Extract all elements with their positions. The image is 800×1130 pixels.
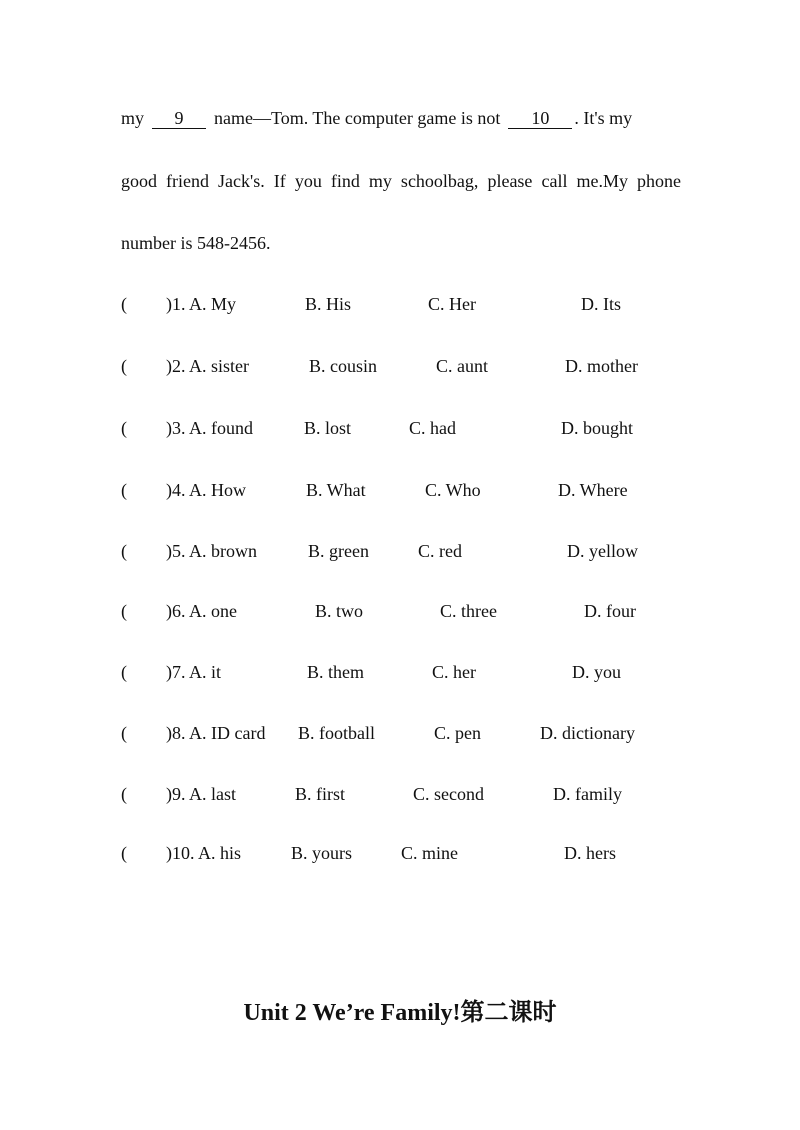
passage-line-2: good friend Jack's. If you find my schoolbag, please call me.My phone: [121, 171, 681, 191]
option-b: B. them: [307, 662, 364, 682]
answer-blank-10: 10: [508, 109, 572, 129]
option-c: C. pen: [434, 723, 481, 743]
option-b: B. first: [295, 784, 346, 804]
question-number-option-a: )5. A. brown: [166, 541, 257, 561]
option-b: B. What: [306, 480, 366, 500]
option-d: D. Its: [581, 294, 621, 314]
option-d: D. you: [572, 662, 621, 682]
option-c: C. second: [413, 784, 484, 804]
passage-text: name—Tom. The computer game is not: [214, 108, 501, 128]
answer-paren: (: [121, 480, 127, 500]
option-d: D. hers: [564, 843, 616, 863]
answer-paren: (: [121, 784, 127, 804]
option-d: D. family: [553, 784, 622, 804]
question-row: [121, 355, 681, 379]
option-c: C. red: [418, 541, 462, 561]
option-d: D. dictionary: [540, 723, 635, 743]
answer-paren: (: [121, 723, 127, 743]
question-number-option-a: )7. A. it: [166, 662, 222, 682]
option-d: D. bought: [561, 418, 633, 438]
option-b: B. yours: [291, 843, 353, 863]
question-row: [121, 600, 681, 624]
option-b: B. lost: [304, 418, 352, 438]
option-c: C. had: [409, 418, 456, 438]
question-row: [121, 661, 681, 685]
answer-paren: (: [121, 418, 127, 438]
question-row: [121, 722, 681, 746]
answer-paren: (: [121, 601, 127, 621]
question-number-option-a: )1. A. My: [166, 294, 237, 314]
question-row: [121, 417, 681, 441]
answer-paren: (: [121, 662, 127, 682]
question-row: [121, 842, 681, 866]
option-d: D. Where: [558, 480, 628, 500]
option-c: C. mine: [401, 843, 458, 863]
option-c: C. her: [432, 662, 476, 682]
answer-paren: (: [121, 541, 127, 561]
option-b: B. two: [315, 601, 364, 621]
option-b: B. football: [298, 723, 375, 743]
question-number-option-a: )9. A. last: [166, 784, 236, 804]
answer-paren: (: [121, 843, 127, 863]
answer-paren: (: [121, 294, 127, 314]
option-d: D. four: [584, 601, 636, 621]
passage-text: my: [121, 108, 145, 128]
option-b: B. green: [308, 541, 369, 561]
question-number-option-a: )4. A. How: [166, 480, 246, 500]
option-c: C. aunt: [436, 356, 488, 376]
question-row: [121, 293, 681, 317]
option-d: D. mother: [565, 356, 638, 376]
question-number-option-a: )8. A. ID card: [166, 723, 266, 743]
question-row: [121, 479, 681, 503]
passage-text: . It's my: [574, 108, 633, 128]
option-d: D. yellow: [567, 541, 638, 561]
question-number-option-a: )6. A. one: [166, 601, 237, 621]
answer-blank-9: 9: [152, 109, 206, 129]
question-number-option-a: )3. A. found: [166, 418, 253, 438]
section-title: Unit 2 We’re Family!第二课时: [243, 1000, 557, 1026]
option-c: C. three: [440, 601, 497, 621]
answer-paren: (: [121, 356, 127, 376]
option-b: B. cousin: [309, 356, 378, 376]
option-c: C. Who: [425, 480, 481, 500]
option-b: B. His: [305, 294, 352, 314]
question-row: [121, 540, 681, 564]
passage-line-1: [121, 107, 681, 129]
question-number-option-a: )10. A. his: [166, 843, 242, 863]
question-number-option-a: )2. A. sister: [166, 356, 249, 376]
option-c: C. Her: [428, 294, 476, 314]
question-row: [121, 783, 681, 807]
passage-line-3: number is 548-2456.: [121, 233, 271, 253]
